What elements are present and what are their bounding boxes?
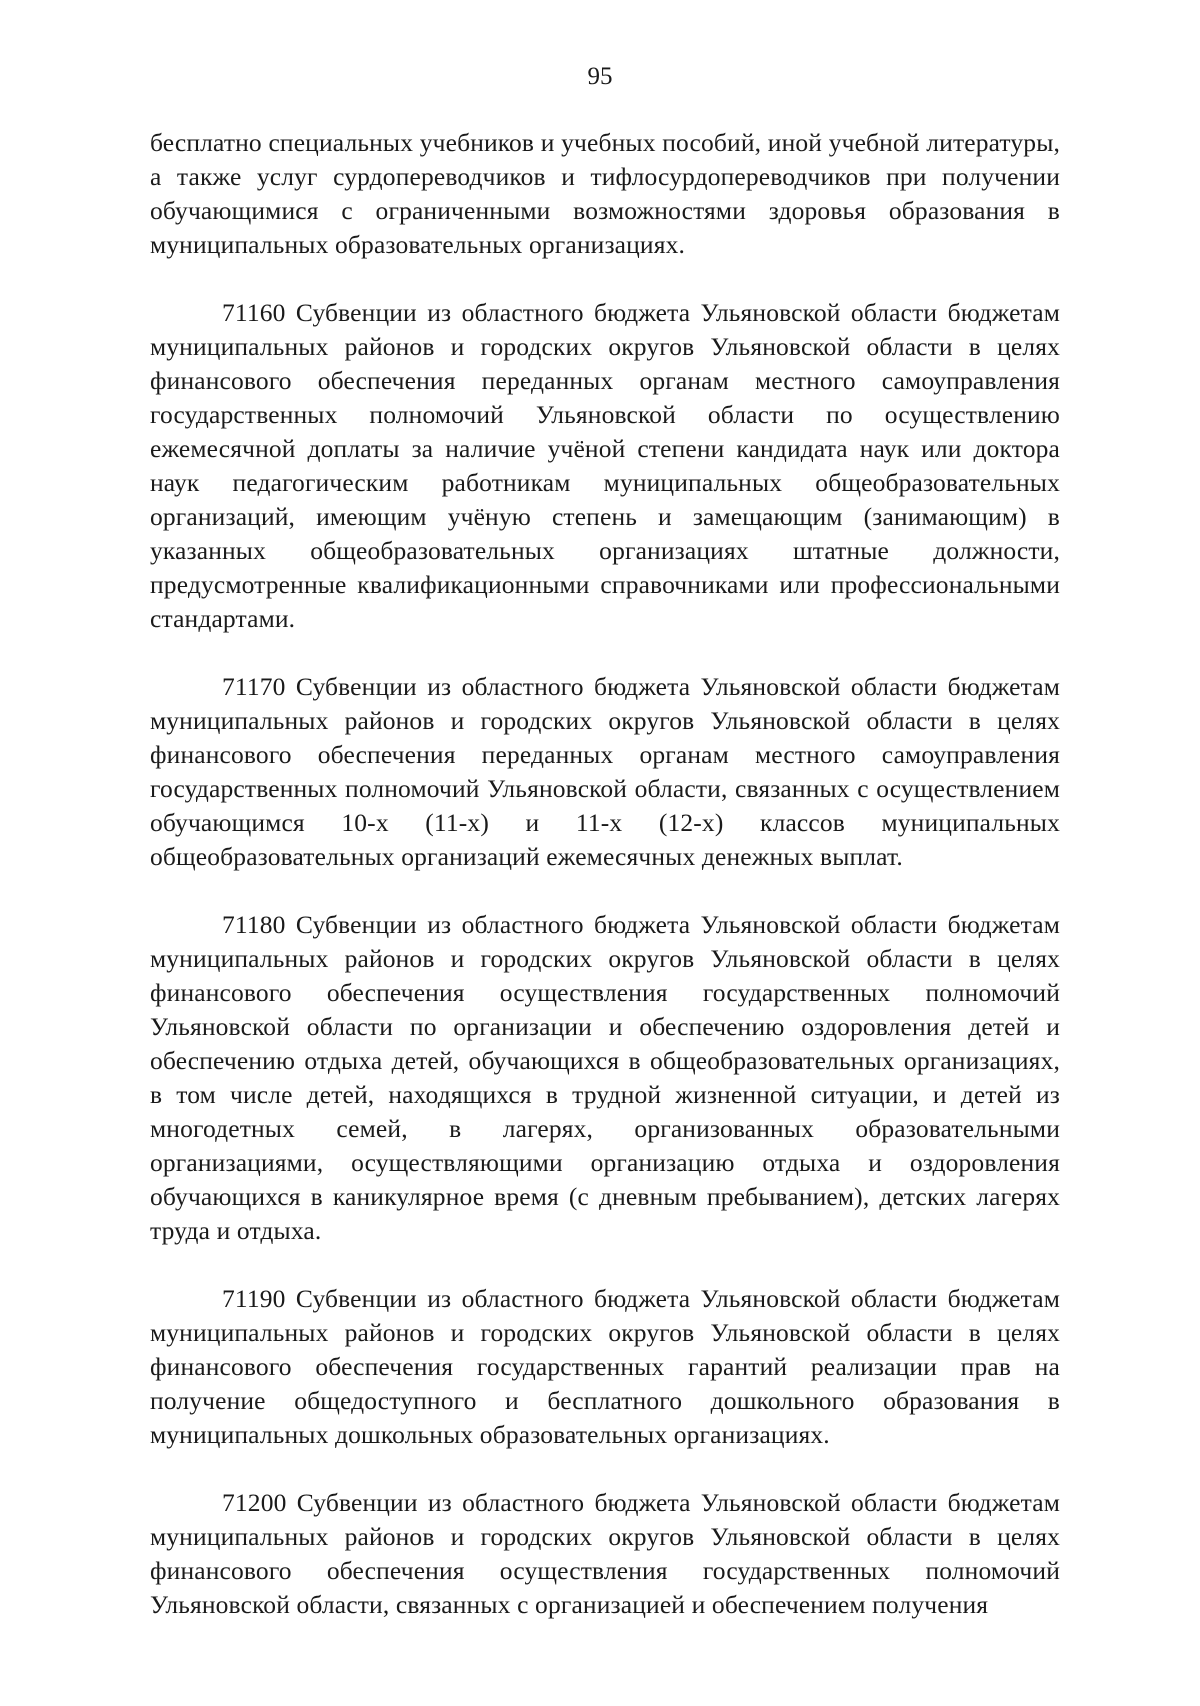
paragraph-71180: 71180 Субвенции из областного бюджета Ульяновской области бюджетам муниципальных районов и городских округов Ульяновской области в целях финансового обеспечения осуществления государственных полномочий Ульяновской области по организации и обеспечению оздоровления детей и обеспечению отдыха детей, обучающихся в общеобразовательных организациях, в том числе детей, находящихся в трудной жизненной ситуации, и детей из многодетных семей, в лагерях, организованных образовательными организациями, осуществляющими организацию отдыха и оздоровления обучающихся в каникулярное время (с дневным пребыванием), детских лагерях труда и отдыха. [150, 910, 1060, 1245]
paragraph-71170: 71170 Субвенции из областного бюджета Ульяновской области бюджетам муниципальных районов и городских округов Ульяновской области в целях финансового обеспечения переданных органам местного самоуправления государственных полномочий Ульяновской области, связанных с осуществлением обучающимся 10-х (11-х) и 11-х (12-х) классов муниципальных общеобразовательных организаций ежемесячных денежных выплат. [150, 672, 1060, 871]
paragraph-71190: 71190 Субвенции из областного бюджета Ульяновской области бюджетам муниципальных районов и городских округов Ульяновской области в целях финансового обеспечения государственных гарантий реализации прав на получение общедоступного и бесплатного дошкольного образования в муниципальных дошкольных образовательных организациях. [150, 1284, 1060, 1449]
document-body [150, 126, 1060, 1622]
paragraph-71160: 71160 Субвенции из областного бюджета Ульяновской области бюджетам муниципальных районов и городских округов Ульяновской области в целях финансового обеспечения переданных органам местного самоуправления государственных полномочий Ульяновской области по осуществлению ежемесячной доплаты за наличие учёной степени кандидата наук или доктора наук педагогическим работникам муниципальных общеобразовательных организаций, имеющим учёную степень и замещающим (занимающим) в указанных общеобразовательных организациях штатные должности, предусмотренные квалификационными справочниками или профессиональными стандартами. [150, 298, 1060, 633]
paragraph-continuation: бесплатно специальных учебников и учебных пособий, иной учебной литературы, а также услуг сурдопереводчиков и тифлосурдопереводчиков при получении обучающимися с ограниченными возможностями здоровья образования в муниципальных образовательных организациях. [150, 128, 1060, 259]
paragraph-71200: 71200 Субвенции из областного бюджета Ульяновской области бюджетам муниципальных районов и городских округов Ульяновской области в целях финансового обеспечения осуществления государственных полномочий Ульяновской области, связанных с организацией и обеспечением получения [150, 1488, 1060, 1619]
page-number: 95 [587, 63, 613, 90]
